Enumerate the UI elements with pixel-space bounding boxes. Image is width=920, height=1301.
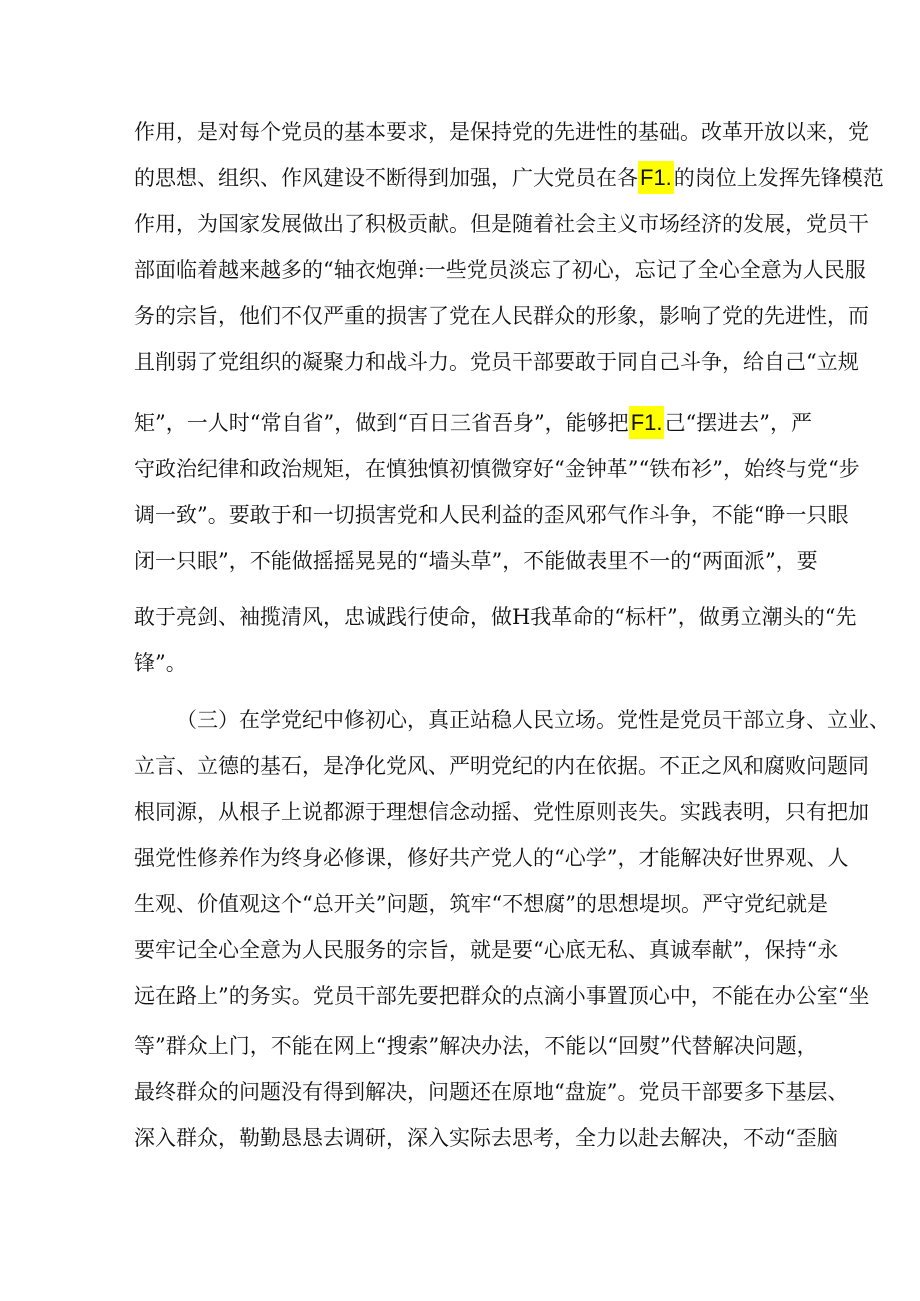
text-line: 敢于亮剑、袖揽清风，忠诚践行使命，做H我革命的“标杆”，做勇立潮头的“先 xyxy=(134,605,857,629)
text-line: 锋”。 xyxy=(134,651,187,675)
text-line: 闭一只眼”，不能做摇摇晃晃的“墙头草”，不能做表里不一的“两面派”，要 xyxy=(134,549,818,573)
text-line: 调一致”。要敢于和一切损害党和人民利益的歪风邪气作斗争，不能“睁一只眼 xyxy=(134,503,849,527)
text-segment: 己“摆进去”，严 xyxy=(664,411,812,435)
text-line: （三）在学党纪中修初心，真正站稳人民立场。党性是党员干部立身、立业、 xyxy=(176,708,890,732)
text-line: 最终群众的问题没有得到解决，问题还在原地“盘旋”。党员干部要多下基层、 xyxy=(134,1080,849,1104)
text-line: 根同源，从根子上说都源于理想信念动摇、党性原则丧失。实践表明，只有把加 xyxy=(134,800,869,824)
text-line: 且削弱了党组织的凝聚力和战斗力。党员干部要敢于同自己斗争，给自己“立规 xyxy=(134,350,859,374)
text-segment: 的岗位上发挥先锋模范 xyxy=(673,166,884,190)
text-line: 作用，是对每个党员的基本要求，是保持党的先进性的基础。改革开放以来，党 xyxy=(134,120,869,144)
text-line: 强党性修养作为终身必修课，修好共产党人的“心学”，才能解决好世界观、人 xyxy=(134,846,849,870)
text-line: 务的宗旨，他们不仅严重的损害了党在人民群众的形象，影响了党的先进性，而 xyxy=(134,304,869,328)
text-line: 作用，为国家发展做出了积极贡献。但是随着社会主义市场经济的发展，党员干 xyxy=(134,212,869,236)
text-segment: 矩”，一人时“常自省”，做到“百日三省吾身”，能够把 xyxy=(134,411,629,435)
text-line: 等”群众上门，不能在网上“搜索”解决办法，不能以“回熨”代替解决问题， xyxy=(134,1034,818,1058)
text-line: 深入群众，勒勤恳恳去调研，深入实际去思考，全力以赴去解决，不动“歪脑 xyxy=(134,1126,838,1150)
text-line: 部面临着越来越多的“轴衣炮弹:一些党员淡忘了初心，忘记了全心全意为人民服 xyxy=(134,258,866,282)
text-line: 生观、价值观这个“总开关”问题，筑牢“不想腐”的思想堤坝。严守党纪就是 xyxy=(134,892,828,916)
text-segment: 的思想、组织、作风建设不断得到加强，广大党员在各 xyxy=(134,166,638,190)
text-line: 远在路上”的务实。党员干部先要把群众的点滴小事置顶心中，不能在办公室“坐 xyxy=(134,984,870,1008)
text-line xyxy=(134,158,884,198)
text-line: 要牢记全心全意为人民服务的宗旨，就是要“心底无私、真诚奉献”，保持“永 xyxy=(134,938,839,962)
text-line: 立言、立德的基石，是净化党风、严明党纪的内在依据。不正之风和腐败问题同 xyxy=(134,754,869,778)
text-line xyxy=(134,403,812,443)
highlighted-text: F1. xyxy=(629,406,665,439)
highlighted-text: F1. xyxy=(638,161,674,194)
text-line: 守政治纪律和政治规矩，在慎独慎初慎微穿好“金钟革”“铁布衫”，始终与党“步 xyxy=(134,457,860,481)
